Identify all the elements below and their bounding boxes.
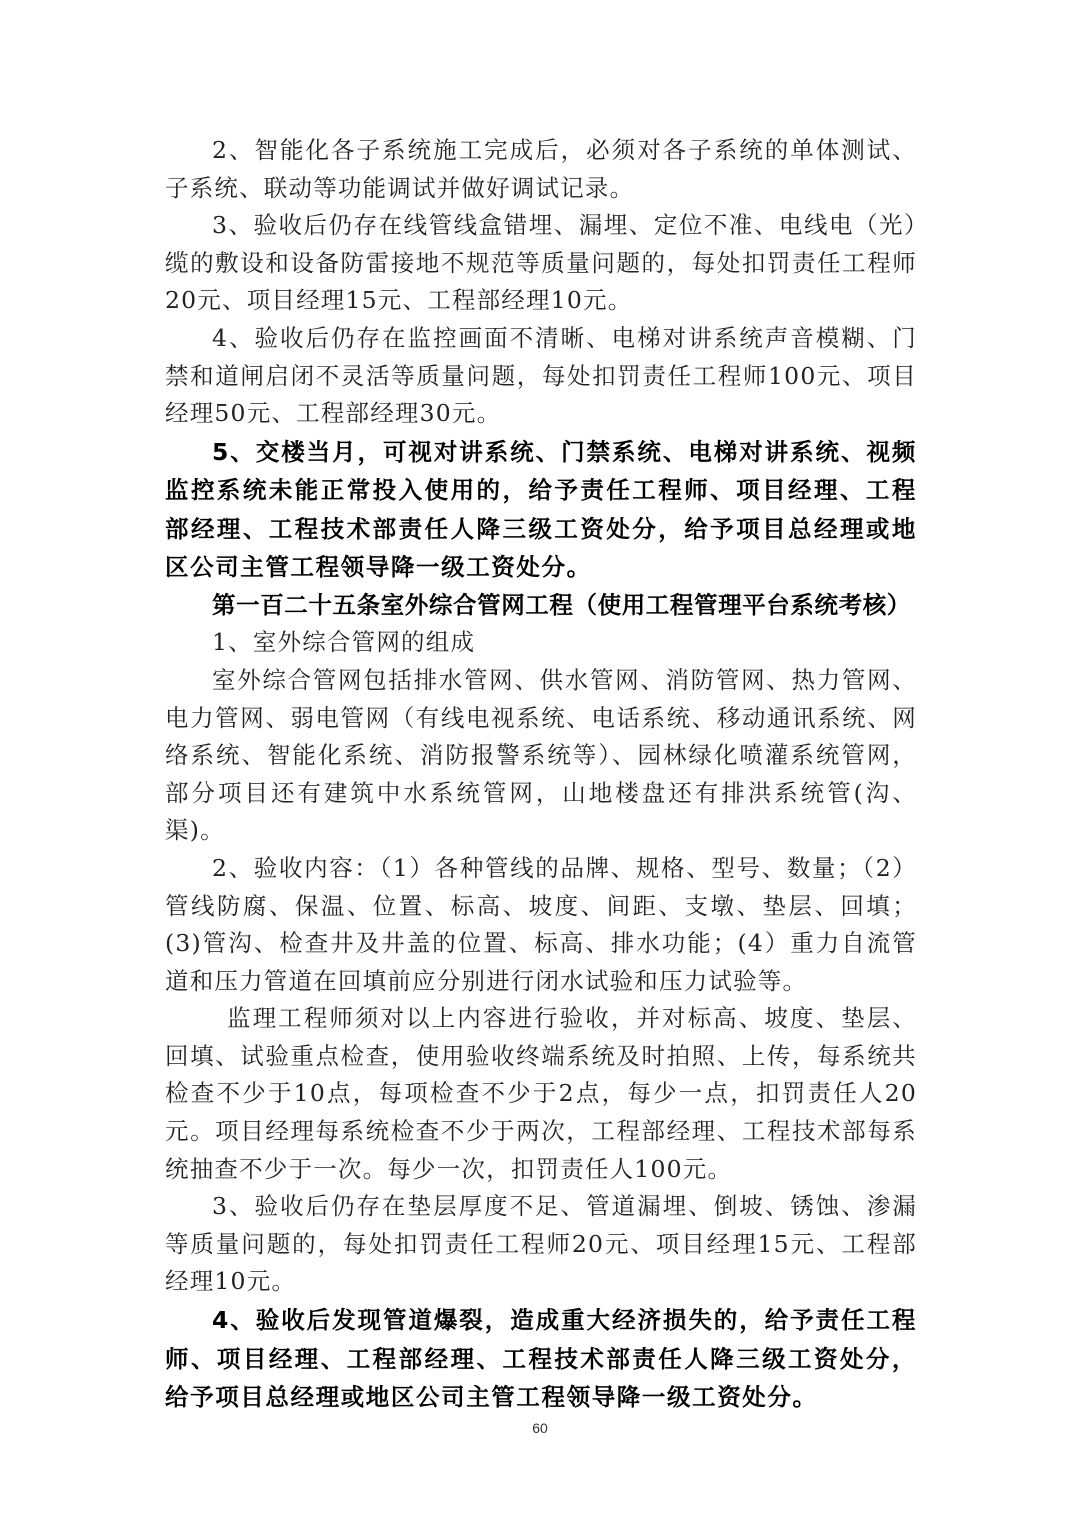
paragraph-item-4-monitoring-penalty: 4、验收后仍存在监控画面不清晰、电梯对讲系统声音模糊、门禁和道闸启闭不灵活等质量问题，每处扣罚责任工程师100元、项目经理50元、工程部经理30元。 <box>165 323 917 428</box>
paragraph-item-1-composition: 1、室外综合管网的组成 <box>212 628 476 657</box>
document-body <box>165 132 917 1417</box>
paragraph-item-2-acceptance-content: 2、验收内容：（1）各种管线的品牌、规格、型号、数量；（2）管线防腐、保温、位置、标高、坡度、间距、支墩、垫层、回填；(3)管沟、检查井及井盖的位置、标高、排水功能；(4）重力自流管道和压力管道在回填前应分别进行闭水试验和压力试验等。 <box>165 853 917 995</box>
paragraph-item-3-conduit-penalty: 3、验收后仍存在线管线盒错埋、漏埋、定位不准、电线电（光）缆的敷设和设备防雷接地不规范等质量问题的，每处扣罚责任工程师20元、项目经理15元、工程部经理10元。 <box>165 211 917 315</box>
article-125-heading: 第一百二十五条室外综合管网工程（使用工程管理平台系统考核） <box>212 590 911 619</box>
paragraph-item-3-cushion-penalty: 3、验收后仍存在垫层厚度不足、管道漏埋、倒坡、锈蚀、渗漏等质量问题的，每处扣罚责任工程师20元、项目经理15元、工程部经理10元。 <box>165 1192 917 1296</box>
paragraph-item-5-handover-bold: 5、交楼当月，可视对讲系统、门禁系统、电梯对讲系统、视频监控系统未能正常投入使用的，给予责任工程师、项目经理、工程部经理、工程技术部责任人降三级工资处分，给予项目总经理或地区公司主管工程领导降一级工资处分。 <box>165 437 917 582</box>
paragraph-supervisor-inspection: 监理工程师须对以上内容进行验收，并对标高、坡度、垫层、回填、试验重点检查，使用验收终端系统及时拍照、上传，每系统共检查不少于10点，每项检查不少于2点，每少一点，扣罚责任人20元。项目经理每系统检查不少于两次，工程部经理、工程技术部每系统抽查不少于一次。每少一次，扣罚责任人100元。 <box>165 1004 917 1183</box>
page-number: 60 <box>532 1420 548 1436</box>
paragraph-item-2-debugging: 2、智能化各子系统施工完成后，必须对各子系统的单体测试、子系统、联动等功能调试并做好调试记录。 <box>165 136 917 202</box>
paragraph-composition-detail: 室外综合管网包括排水管网、供水管网、消防管网、热力管网、电力管网、弱电管网（有线电视系统、电话系统、移动通讯系统、网络系统、智能化系统、消防报警系统等）、园林绿化喷灌系统管网，部分项目还有建筑中水系统管网，山地楼盘还有排洪系统管(沟、渠)。 <box>165 665 917 845</box>
paragraph-item-4-pipe-burst-bold: 4、验收后发现管道爆裂，造成重大经济损失的，给予责任工程师、项目经理、工程部经理、工程技术部责任人降三级工资处分，给予项目总经理或地区公司主管工程领导降一级工资处分。 <box>165 1306 917 1412</box>
